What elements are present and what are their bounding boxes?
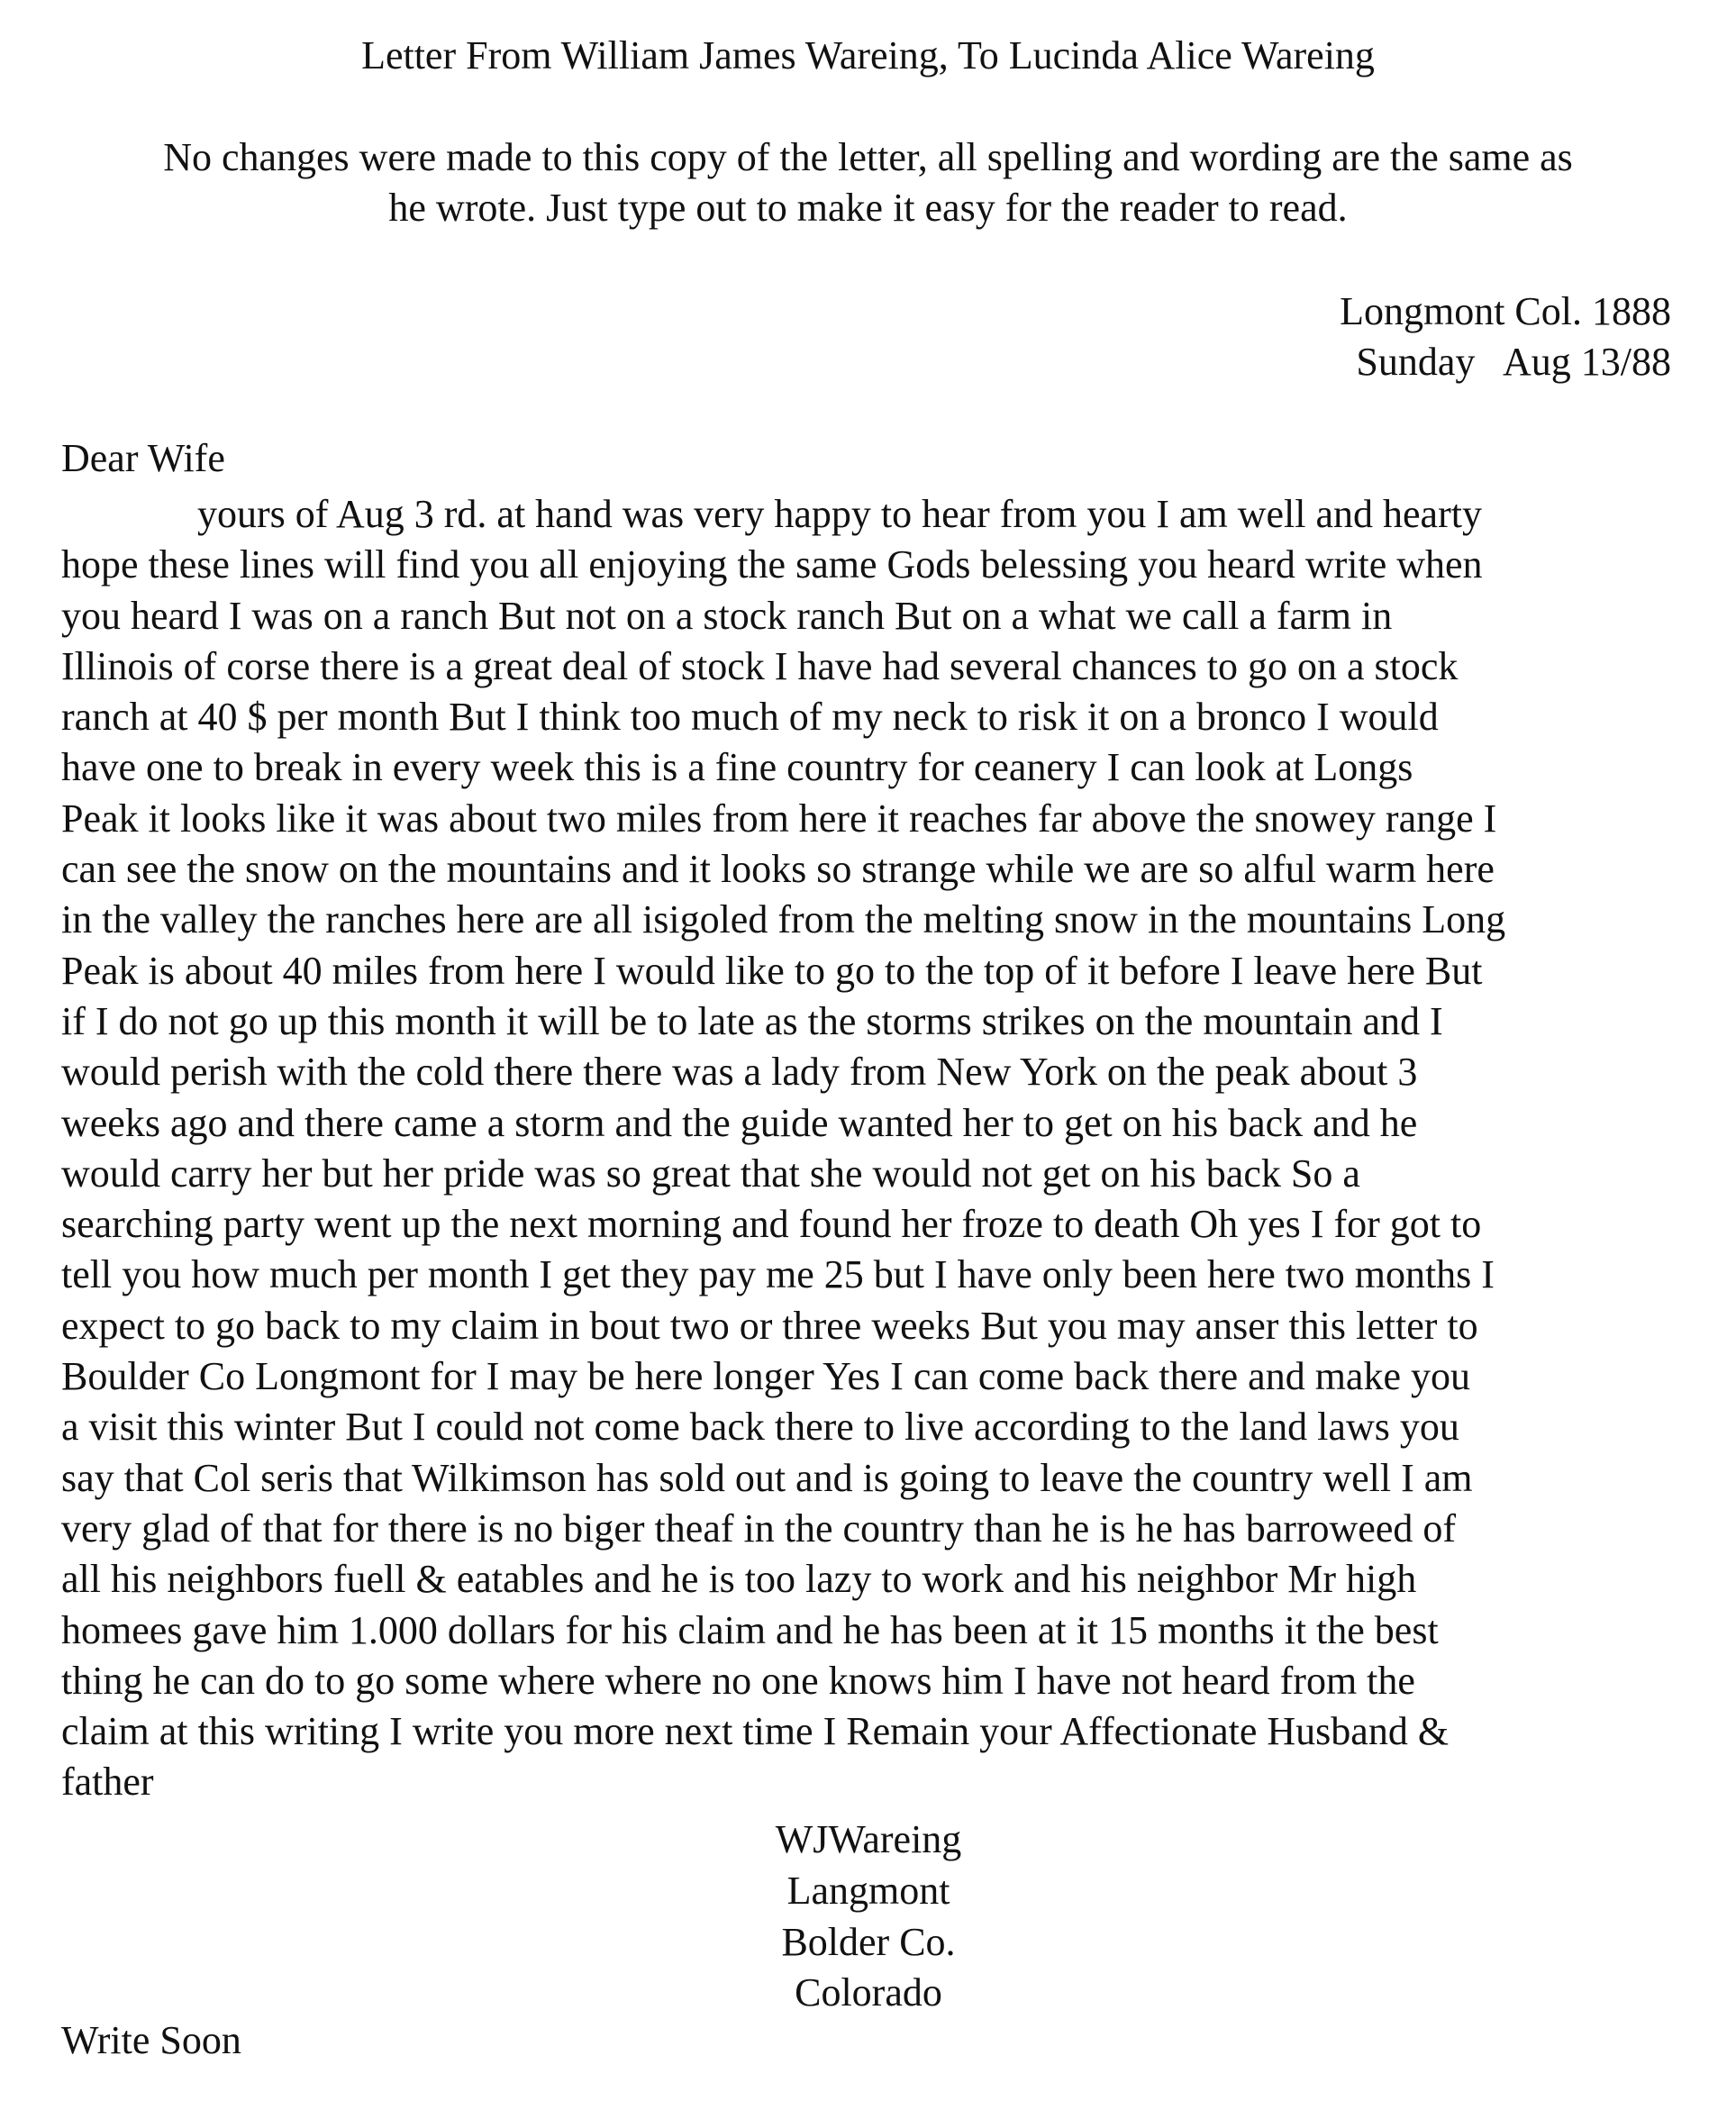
postscript: Write Soon <box>61 2018 241 2062</box>
body-line: claim at this writing I write you more next time I Remain your Affectionate Husband & <box>61 1709 1450 1754</box>
body-line: hope these lines will find you all enjoying the same Gods belessing you heard write when <box>61 542 1483 587</box>
body-line: all his neighbors fuell & eatables and he is too lazy to work and his neighbor Mr high <box>61 1557 1417 1602</box>
body-line: Peak is about 40 miles from here I would like to go to the top of it before I leave here But <box>61 948 1483 993</box>
body-line: expect to go back to my claim in bout two or three weeks But you may anser this letter to <box>61 1303 1478 1348</box>
body-line: would perish with the cold there there was a lady from New York on the peak about 3 <box>61 1050 1418 1095</box>
body-line: say that Col seris that Wilkimson has sold out and is going to leave the country well I am <box>61 1455 1473 1500</box>
signature-county: Bolder Co. <box>781 1919 956 1964</box>
signature-state: Colorado <box>795 1970 942 2015</box>
body-line: thing he can do to go some where where no one knows him I have not heard from the <box>61 1658 1415 1703</box>
dateline-date: Sunday Aug 13/88 <box>1356 340 1671 384</box>
body-line: yours of Aug 3 rd. at hand was very happy to hear from you I am well and hearty <box>197 492 1482 536</box>
body-line: Boulder Co Longmont for I may be here longer Yes I can come back there and make you <box>61 1354 1470 1399</box>
body-line: if I do not go up this month it will be to late as the storms strikes on the mountain and I <box>61 998 1443 1043</box>
signature-town: Langmont <box>786 1868 950 1913</box>
note-line-2: he wrote. Just type out to make it easy for the reader to read. <box>388 186 1348 230</box>
body-line: weeks ago and there came a storm and the guide wanted her to get on his back and he <box>61 1100 1418 1145</box>
letter-body <box>61 489 1505 1808</box>
body-line: ranch at 40 $ per month But I think too much of my neck to risk it on a bronco I would <box>61 695 1439 740</box>
body-line: homees gave him 1.000 dollars for his claim and he has been at it 15 months it the best <box>61 1607 1439 1652</box>
note-line-1: No changes were made to this copy of the letter, all spelling and wording are the same as <box>163 135 1573 179</box>
body-line: father <box>61 1760 154 1805</box>
body-line: Peak it looks like it was about two miles from here it reaches far above the snowey range I <box>61 796 1497 841</box>
body-line: would carry her but her pride was so great that she would not get on his back So a <box>61 1151 1360 1196</box>
salutation: Dear Wife <box>61 436 225 480</box>
body-line: Illinois of corse there is a great deal of stock I have had several chances to go on a stock <box>61 643 1459 688</box>
body-line: searching party went up the next morning and found her froze to death Oh yes I for got to <box>61 1202 1482 1247</box>
body-line: you heard I was on a ranch But not on a stock ranch But on a what we call a farm in <box>61 593 1393 638</box>
body-line: in the valley the ranches here are all isigoled from the melting snow in the mountains Long <box>61 897 1506 942</box>
body-line: have one to break in every week this is a fine country for ceanery I can look at Longs <box>61 745 1413 790</box>
body-line: very glad of that for there is no biger theaf in the country than he is he has barroweed of <box>61 1505 1457 1551</box>
body-line: a visit this winter But I could not come back there to live according to the land laws you <box>61 1405 1459 1450</box>
body-line: can see the snow on the mountains and it looks so strange while we are so alful warm here <box>61 847 1495 892</box>
body-line: tell you how much per month I get they pay me 25 but I have only been here two months I <box>61 1252 1495 1297</box>
signature-name: WJWareing <box>775 1817 962 1861</box>
document-title: Letter From William James Wareing, To Lucinda Alice Wareing <box>361 33 1375 77</box>
signature-block <box>688 1814 1049 2019</box>
dateline-place: Longmont Col. 1888 <box>1340 289 1671 333</box>
